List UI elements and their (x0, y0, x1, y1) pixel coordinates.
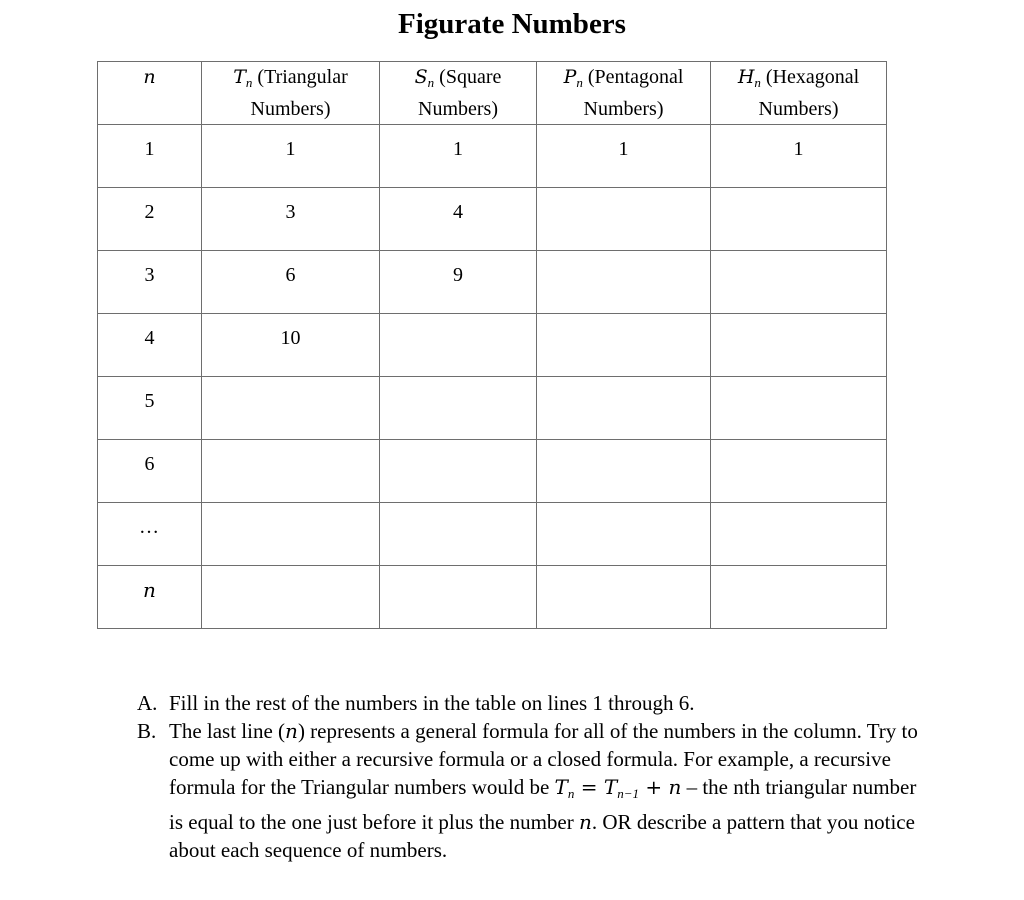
header-triangular-label: (Triangular (252, 66, 348, 88)
header-pentagonal-symbol: P (563, 66, 577, 88)
instruction-b-text-3: – the nth triangular number is equal to the one just before it plus the number (169, 775, 917, 834)
instruction-b-text (169, 717, 927, 864)
instruction-b-n: n (285, 719, 298, 743)
header-n (98, 62, 202, 125)
instruction-b-marker: B. (137, 719, 157, 743)
table-row (98, 377, 887, 440)
cell-n-general: n (98, 566, 202, 629)
table-row (98, 440, 887, 503)
header-pentagonal-subscript: n (576, 75, 583, 90)
table-row (98, 251, 887, 314)
header-hexagonal-label: (Hexagonal (760, 66, 860, 88)
instruction-a (137, 689, 927, 717)
header-hexagonal-subscript: n (754, 75, 761, 90)
header-square (380, 62, 537, 125)
table-row (98, 314, 887, 377)
cell-triangular[interactable]: 1 (202, 125, 380, 188)
cell-pentagonal[interactable]: 1 (537, 125, 711, 188)
cell-triangular[interactable] (202, 377, 380, 440)
table-row (98, 188, 887, 251)
table-row (98, 566, 887, 629)
formula-plus-n: + n (638, 775, 682, 799)
cell-pentagonal[interactable] (537, 566, 711, 629)
cell-hexagonal[interactable] (711, 440, 887, 503)
instruction-a-marker: A. (137, 691, 158, 715)
formula-T: T (554, 775, 568, 799)
header-hexagonal-symbol: H (737, 66, 755, 88)
cell-n: 6 (98, 440, 202, 503)
figurate-numbers-table (97, 61, 887, 629)
formula-eq: = (574, 775, 604, 799)
cell-square[interactable] (380, 503, 537, 566)
cell-pentagonal[interactable] (537, 440, 711, 503)
page-title: Figurate Numbers (398, 8, 626, 40)
instruction-b-text-2: ) represents a general formula for all of the numbers in the column. Try to come up with either a recursive formula or a closed formula. For example, a recursive formula for the Triangular numbers would be (169, 719, 918, 799)
cell-triangular[interactable]: 3 (202, 188, 380, 251)
header-pentagonal-label: (Pentagonal (582, 66, 684, 88)
instruction-b-text-1: The last line ( (169, 719, 286, 743)
formula-sub-n-minus-1: n−1 (617, 786, 639, 801)
header-pentagonal-label-2: Numbers) (583, 98, 664, 120)
cell-n: 4 (98, 314, 202, 377)
cell-hexagonal[interactable] (711, 566, 887, 629)
formula-sub-n: n (567, 786, 575, 801)
cell-square[interactable]: 9 (380, 251, 537, 314)
header-pentagonal (537, 62, 711, 125)
cell-n: 2 (98, 188, 202, 251)
header-triangular (202, 62, 380, 125)
header-square-subscript: n (427, 75, 435, 90)
cell-pentagonal[interactable] (537, 314, 711, 377)
header-triangular-subscript: n (245, 75, 253, 90)
cell-square[interactable] (380, 440, 537, 503)
instruction-b-text-4: . OR describe a pattern that you notice about each sequence of numbers. (169, 810, 915, 862)
header-n-symbol: n (143, 66, 156, 88)
cell-hexagonal[interactable] (711, 251, 887, 314)
cell-hexagonal[interactable] (711, 188, 887, 251)
table-row (98, 503, 887, 566)
cell-pentagonal[interactable] (537, 251, 711, 314)
cell-triangular[interactable] (202, 440, 380, 503)
cell-square[interactable]: 1 (380, 125, 537, 188)
cell-square[interactable] (380, 566, 537, 629)
cell-hexagonal[interactable] (711, 503, 887, 566)
cell-triangular[interactable] (202, 503, 380, 566)
header-square-symbol: S (414, 66, 428, 88)
cell-n: 1 (98, 125, 202, 188)
cell-n: 5 (98, 377, 202, 440)
cell-triangular[interactable]: 6 (202, 251, 380, 314)
header-triangular-label-2: Numbers) (250, 98, 331, 120)
cell-n: 3 (98, 251, 202, 314)
cell-square[interactable]: 4 (380, 188, 537, 251)
instruction-b (137, 717, 927, 864)
formula-T-prev: T (603, 775, 618, 799)
cell-triangular[interactable]: 10 (202, 314, 380, 377)
cell-pentagonal[interactable] (537, 377, 711, 440)
cell-hexagonal[interactable] (711, 314, 887, 377)
cell-square[interactable] (380, 377, 537, 440)
header-square-label: (Square (434, 66, 502, 88)
header-triangular-symbol: T (233, 66, 246, 88)
instruction-b-n2: n (579, 810, 592, 834)
table-header-row (98, 62, 887, 125)
instructions (137, 689, 927, 864)
table-row (98, 125, 887, 188)
header-hexagonal (711, 62, 887, 125)
cell-hexagonal[interactable] (711, 377, 887, 440)
header-square-label-2: Numbers) (418, 98, 498, 120)
cell-triangular[interactable] (202, 566, 380, 629)
instruction-a-text: Fill in the rest of the numbers in the table on lines 1 through 6. (169, 691, 695, 715)
cell-square[interactable] (380, 314, 537, 377)
header-hexagonal-label-2: Numbers) (758, 98, 839, 120)
cell-n-ellipsis: … (98, 503, 202, 566)
cell-hexagonal[interactable]: 1 (711, 125, 887, 188)
cell-pentagonal[interactable] (537, 188, 711, 251)
cell-pentagonal[interactable] (537, 503, 711, 566)
